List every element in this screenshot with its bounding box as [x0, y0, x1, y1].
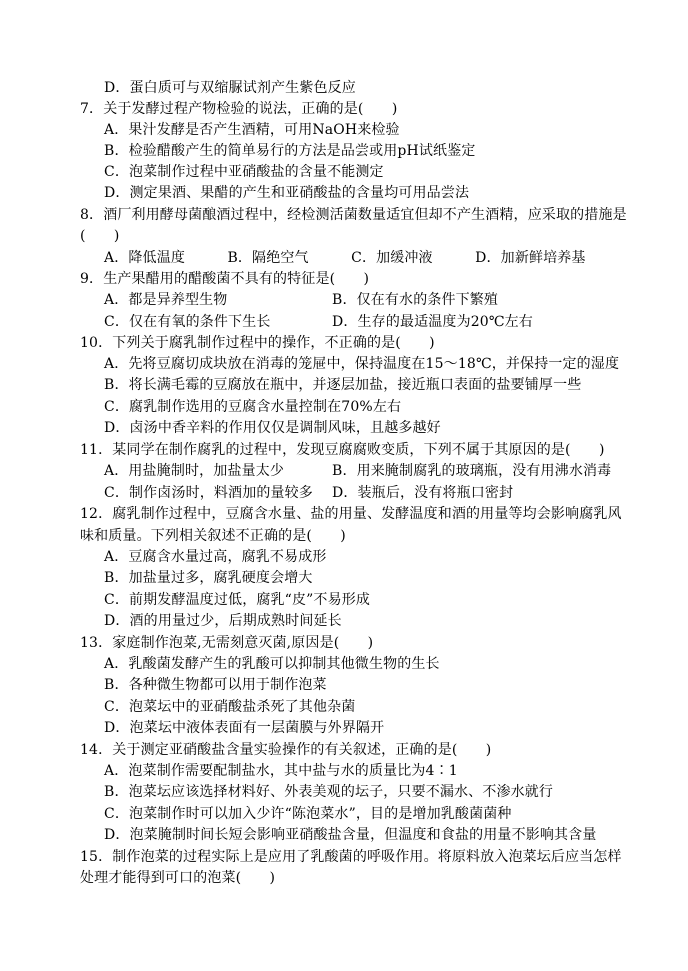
q10-option-d: D．卤汤中香辛料的作用仅仅是调制风味，且越多越好 [104, 420, 441, 436]
q15-stem: 15．制作泡菜的过程实际上是应用了乳酸菌的呼吸作用。将原料放入泡菜坛后应当怎样 [80, 849, 622, 865]
q7-stem: 7．关于发酵过程产物检验的说法，正确的是( ) [80, 101, 398, 117]
q13-stem: 13．家庭制作泡菜,无需刻意灭菌,原因是( ) [80, 635, 374, 651]
q9-option-b: B．仅在有水的条件下繁殖 [332, 292, 499, 308]
q9-option-d: D．生存的最适温度为20℃左右 [332, 314, 533, 330]
q12-option-a: A．豆腐含水量过高，腐乳不易成形 [104, 549, 327, 565]
q7-option-a: A．果汁发酵是否产生酒精，可用NaOH来检验 [104, 122, 400, 138]
q10-option-c: C．腐乳制作选用的豆腐含水量控制在70%左右 [104, 399, 402, 415]
q11-stem: 11．某同学在制作腐乳的过程中，发现豆腐腐败变质，下列不属于其原因的是( ) [80, 442, 605, 458]
q15-stem-cont: 处理才能得到可口的泡菜( ) [80, 870, 276, 886]
q11-option-b: B．用来腌制腐乳的玻璃瓶，没有用沸水消毒 [332, 463, 612, 479]
q7-option-b: B．检验醋酸产生的简单易行的方法是品尝或用pH试纸鉴定 [104, 143, 476, 159]
q14-option-c: C．泡菜制作时可以加入少许“陈泡菜水”，目的是增加乳酸菌菌种 [104, 806, 512, 822]
q13-option-d: D．泡菜坛中液体表面有一层菌膜与外界隔开 [104, 720, 385, 736]
q11-option-a: A．用盐腌制时，加盐量太少 [104, 463, 285, 479]
q14-option-a: A．泡菜制作需要配制盐水，其中盐与水的质量比为4∶1 [104, 763, 458, 779]
q9-stem: 9．生产果醋用的醋酸菌不具有的特征是( ) [80, 271, 370, 287]
q11-option-d: D．装瓶后，没有将瓶口密封 [332, 485, 514, 501]
q10-option-a: A．先将豆腐切成块放在消毒的笼屉中，保持温度在15～18℃，并保持一定的湿度 [104, 356, 620, 372]
q8-stem-cont: ( ) [80, 228, 120, 244]
q14-option-d: D．泡菜腌制时间长短会影响亚硝酸盐含量，但温度和食盐的用量不影响其含量 [104, 827, 597, 843]
q12-option-b: B．加盐量过多，腐乳硬度会增大 [104, 570, 313, 586]
q12-option-d: D．酒的用量过少，后期成熟时间延长 [104, 613, 342, 629]
q11-option-c: C．制作卤汤时，料酒加的量较多 [104, 485, 313, 501]
q12-option-c: C．前期发酵温度过低，腐乳“皮”不易形成 [104, 592, 371, 608]
q10-stem: 10．下列关于腐乳制作过程中的操作，不正确的是( ) [80, 335, 435, 351]
q9-option-c: C．仅在有氧的条件下生长 [104, 314, 271, 330]
q13-option-a: A．乳酸菌发酵产生的乳酸可以抑制其他微生物的生长 [104, 656, 440, 672]
q9-option-a: A．都是异养型生物 [104, 292, 228, 308]
q14-stem: 14．关于测定亚硝酸盐含量实验操作的有关叙述，正确的是( ) [80, 742, 492, 758]
q13-option-c: C．泡菜坛中的亚硝酸盐杀死了其他杂菌 [104, 699, 356, 715]
q6-option-d: D．蛋白质可与双缩脲试剂产生紫色反应 [104, 80, 356, 96]
q12-stem-cont: 味和质量。下列相关叙述不正确的是( ) [80, 528, 346, 544]
q13-option-b: B．各种微生物都可以用于制作泡菜 [104, 677, 327, 693]
q10-option-b: B．将长满毛霉的豆腐放在瓶中，并逐层加盐，接近瓶口表面的盐要铺厚一些 [104, 377, 582, 393]
q8-stem: 8．酒厂利用酵母菌酿酒过程中，经检测活菌数量适宜但却不产生酒精，应采取的措施是 [80, 207, 627, 223]
q7-option-c: C．泡菜制作过程中亚硝酸盐的含量不能测定 [104, 164, 384, 180]
q8-options: A．降低温度 B．隔绝空气 C．加缓冲液 D．加新鲜培养基 [104, 250, 586, 266]
q12-stem: 12．腐乳制作过程中，豆腐含水量、盐的用量、发酵温度和酒的用量等均会影响腐乳风 [80, 506, 622, 522]
q14-option-b: B．泡菜坛应该选择材料好、外表美观的坛子，只要不漏水、不渗水就行 [104, 784, 554, 800]
q7-option-d: D．测定果酒、果醋的产生和亚硝酸盐的含量均可用品尝法 [104, 185, 470, 201]
